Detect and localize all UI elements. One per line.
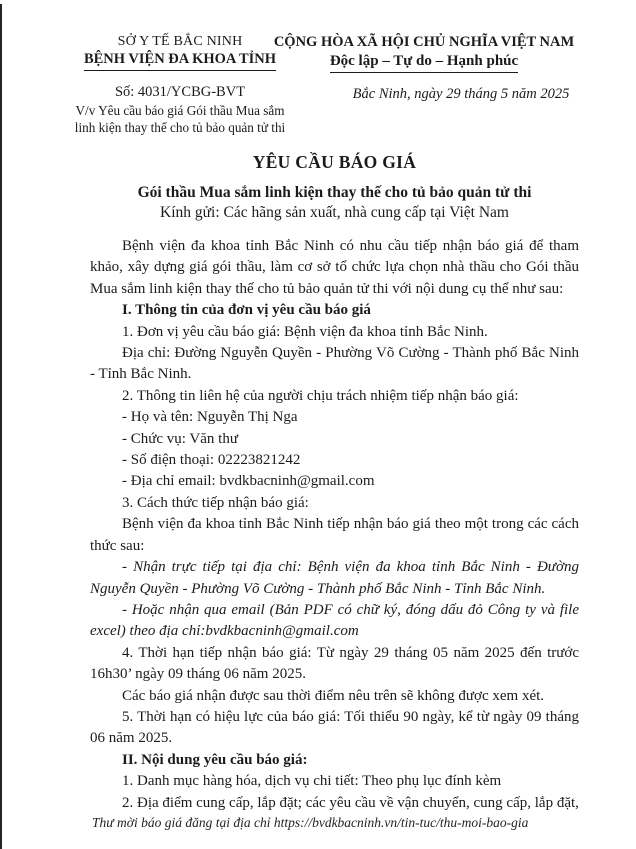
motto-text: Độc lập – Tự do – Hạnh phúc	[330, 53, 518, 73]
motto-line	[256, 53, 592, 73]
footer-note: Thư mời báo giá đăng tại địa chỉ https://bvdkbacninh.vn/tin-tuc/thu-moi-bao-gia	[92, 815, 529, 830]
contact-email-line: - Địa chỉ email: bvdkbacninh@gmail.com	[122, 473, 375, 490]
contact-info-heading: 2. Thông tin liên hệ của người chịu trách nhiệm tiếp nhận báo giá:	[122, 387, 519, 404]
org-name-text: BỆNH VIỆN ĐA KHOA TỈNH	[84, 51, 276, 71]
document-title: YÊU CẦU BÁO GIÁ	[252, 152, 417, 172]
requesting-unit-line: 1. Đơn vị yêu cầu báo giá: Bệnh viện đa khoa tỉnh Bắc Ninh.	[122, 323, 488, 340]
parent-org-name: SỞ Y TẾ BẮC NINH	[117, 34, 243, 49]
receiving-method-heading: 3. Cách thức tiếp nhận báo giá:	[122, 494, 309, 511]
document-header	[0, 0, 636, 140]
validity-line: 5. Thời hạn có hiệu lực của báo giá: Tối thiểu 90 ngày, kể từ ngày 09 tháng 06 năm 2025.	[90, 708, 579, 747]
section-ii-heading: II. Nội dung yêu cầu báo giá:	[122, 751, 308, 768]
doc-subject	[68, 103, 292, 136]
delivery-location-line: 2. Địa điểm cung cấp, lắp đặt; các yêu cầu về vận chuyển, cung cấp, lắp đặt,	[122, 794, 579, 811]
receiving-method-intro: Bệnh viện đa khoa tỉnh Bắc Ninh tiếp nhận báo giá theo một trong các cách thức sau:	[90, 516, 579, 554]
contact-position-line: - Chức vụ: Văn thư	[122, 430, 238, 447]
late-quote-note: Các báo giá nhận được sau thời điểm nêu trên sẽ không được xem xét.	[122, 687, 545, 704]
doc-subject-line1: V/v Yêu cầu báo giá Gói thầu Mua sắm	[75, 103, 285, 118]
deadline-line: 4. Thời hạn tiếp nhận báo giá: Từ ngày 29 tháng 05 năm 2025 đến trước 16h30’ ngày 09 tháng 06 năm 2025.	[90, 644, 579, 683]
document-body	[90, 236, 579, 814]
email-receiving-line: - Hoặc nhận qua email (Bản PDF có chữ ký, đóng dấu đỏ Công ty và file excel) theo địa chỉ:bvdkbacninh@gmail.com	[90, 601, 579, 640]
country-line: CỘNG HÒA XÃ HỘI CHỦ NGHĨA VIỆT NAM	[273, 34, 575, 50]
doc-subject-line2: linh kiện thay thế cho tủ bảo quản tử thi	[74, 119, 286, 135]
salutation-line: Kính gửi: Các hãng sản xuất, nhà cung cấp tại Việt Nam	[160, 204, 509, 221]
contact-phone-line: - Số điện thoại: 02223821242	[122, 452, 301, 469]
place-date-line: Bắc Ninh, ngày 29 tháng 5 năm 2025	[352, 86, 570, 102]
address-line: Địa chỉ: Đường Nguyễn Quyền - Phường Võ Cường - Thành phố Bắc Ninh - Tỉnh Bắc Ninh.	[90, 345, 579, 383]
goods-list-line: 1. Danh mục hàng hóa, dịch vụ chi tiết: Theo phụ lục đính kèm	[122, 773, 502, 790]
package-title: Gói thầu Mua sắm linh kiện thay thế cho tủ bảo quản tử thi	[137, 184, 532, 201]
intro-paragraph: Bệnh viện đa khoa tỉnh Bắc Ninh có nhu cầu tiếp nhận báo giá để tham khảo, xây dựng giá gói thầu, làm cơ sở tổ chức lựa chọn nhà thầu cho Gói thầu Mua sắm linh kiện thay thế cho tủ bảo quản tử thi với nội dung cụ thể như sau:	[90, 238, 579, 297]
contact-name-line: - Họ và tên: Nguyễn Thị Nga	[122, 409, 298, 426]
national-header-block	[256, 34, 592, 103]
section-i-heading: I. Thông tin của đơn vị yêu cầu báo giá	[122, 302, 371, 319]
direct-receiving-line: - Nhận trực tiếp tại địa chỉ: Bệnh viện đa khoa tỉnh Bắc Ninh - Đường Nguyễn Quyền - Phường Võ Cường - Thành phố Bắc Ninh - Tỉnh Bắc Ninh.	[90, 559, 579, 597]
doc-number: Số: 4031/YCBG-BVT	[114, 84, 246, 100]
